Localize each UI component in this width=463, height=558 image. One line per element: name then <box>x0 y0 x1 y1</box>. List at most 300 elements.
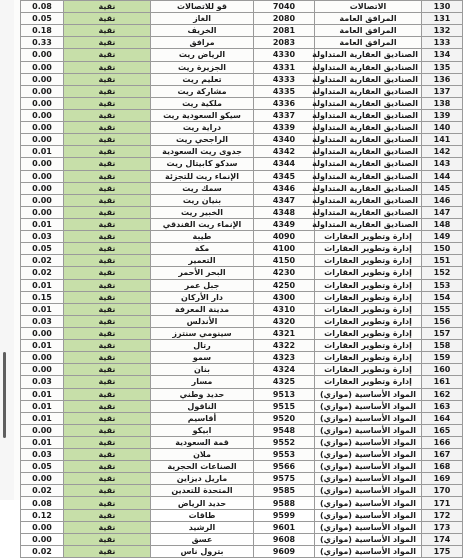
company-name-cell: سمو <box>151 352 254 364</box>
value-cell: 0.03 <box>21 449 64 461</box>
sector-cell: المواد الأساسية (موازي) <box>315 545 422 557</box>
classification-cell: نقية <box>64 37 151 49</box>
company-name-cell: بترول ناس <box>151 545 254 557</box>
ticker-code-cell: 7040 <box>254 1 315 13</box>
company-name-cell: المتحدة للتعدين <box>151 485 254 497</box>
classification-cell: نقية <box>64 533 151 545</box>
ticker-code-cell: 4335 <box>254 85 315 97</box>
sector-cell: إدارة وتطوير العقارات <box>315 267 422 279</box>
value-cell: 0.01 <box>21 303 64 315</box>
classification-cell: نقية <box>64 400 151 412</box>
company-name-cell: دار الأركان <box>151 291 254 303</box>
company-name-cell: الراجحي ريت <box>151 134 254 146</box>
value-cell: 0.00 <box>21 49 64 61</box>
sector-cell: إدارة وتطوير العقارات <box>315 303 422 315</box>
table-row <box>21 376 463 388</box>
company-name-cell: حديد وطني <box>151 388 254 400</box>
classification-cell: نقية <box>64 1 151 13</box>
row-number-cell: 135 <box>422 61 463 73</box>
row-number-cell: 132 <box>422 25 463 37</box>
classification-cell: نقية <box>64 545 151 557</box>
company-name-cell: الأندلس <box>151 315 254 327</box>
company-name-cell: جبل عمر <box>151 279 254 291</box>
row-number-cell: 173 <box>422 521 463 533</box>
classification-cell: نقية <box>64 182 151 194</box>
classification-cell: نقية <box>64 509 151 521</box>
classification-cell: نقية <box>64 436 151 448</box>
company-name-cell: ماريل ديزاين <box>151 473 254 485</box>
table-row <box>21 509 463 521</box>
value-cell: 0.01 <box>21 400 64 412</box>
row-number-cell: 131 <box>422 13 463 25</box>
value-cell: 0.00 <box>21 364 64 376</box>
company-name-cell: سينومي سنترز <box>151 327 254 339</box>
company-name-cell: طاقات <box>151 509 254 521</box>
classification-cell: نقية <box>64 243 151 255</box>
table-row <box>21 49 463 61</box>
value-cell: 0.01 <box>21 340 64 352</box>
sector-cell: إدارة وتطوير العقارات <box>315 327 422 339</box>
classification-cell: نقية <box>64 449 151 461</box>
table-body <box>21 1 463 558</box>
ticker-code-cell: 9566 <box>254 461 315 473</box>
ticker-code-cell: 4324 <box>254 364 315 376</box>
company-name-cell: قمة السعودية <box>151 436 254 448</box>
company-name-cell: الجزيرة ريت <box>151 61 254 73</box>
row-number-cell: 153 <box>422 279 463 291</box>
value-cell: 0.00 <box>21 533 64 545</box>
table-row <box>21 521 463 533</box>
classification-cell: نقية <box>64 218 151 230</box>
ticker-code-cell: 4340 <box>254 134 315 146</box>
company-name-cell: قو للاتصالات <box>151 1 254 13</box>
sector-cell: المواد الأساسية (موازي) <box>315 436 422 448</box>
classification-cell: نقية <box>64 315 151 327</box>
table-row <box>21 424 463 436</box>
table-row <box>21 13 463 25</box>
ticker-code-cell: 4090 <box>254 231 315 243</box>
table-row <box>21 279 463 291</box>
classification-cell: نقية <box>64 352 151 364</box>
classification-cell: نقية <box>64 73 151 85</box>
sector-cell: المواد الأساسية (موازي) <box>315 424 422 436</box>
company-name-cell: الناقول <box>151 400 254 412</box>
company-name-cell: أقاسيم <box>151 412 254 424</box>
table-row <box>21 340 463 352</box>
table-row <box>21 436 463 448</box>
table-row <box>21 327 463 339</box>
table-row <box>21 243 463 255</box>
company-name-cell: ابيكو <box>151 424 254 436</box>
sector-cell: الصناديق العقارية المتداولة <box>315 73 422 85</box>
classification-cell: نقية <box>64 158 151 170</box>
table-row <box>21 267 463 279</box>
sector-cell: إدارة وتطوير العقارات <box>315 376 422 388</box>
classification-cell: نقية <box>64 485 151 497</box>
table-row <box>21 449 463 461</box>
sector-cell: المواد الأساسية (موازي) <box>315 388 422 400</box>
value-cell: 0.02 <box>21 545 64 557</box>
ticker-code-cell: 2081 <box>254 25 315 37</box>
row-number-cell: 141 <box>422 134 463 146</box>
row-number-cell: 142 <box>422 146 463 158</box>
company-name-cell: الغاز <box>151 13 254 25</box>
classification-cell: نقية <box>64 134 151 146</box>
ticker-code-cell: 4337 <box>254 109 315 121</box>
row-number-cell: 175 <box>422 545 463 557</box>
table-row <box>21 231 463 243</box>
table-row <box>21 206 463 218</box>
sector-cell: إدارة وتطوير العقارات <box>315 279 422 291</box>
ticker-code-cell: 9575 <box>254 473 315 485</box>
value-cell: 0.01 <box>21 218 64 230</box>
ticker-code-cell: 4323 <box>254 352 315 364</box>
row-number-cell: 137 <box>422 85 463 97</box>
row-number-cell: 133 <box>422 37 463 49</box>
ticker-code-cell: 4330 <box>254 49 315 61</box>
table-row <box>21 146 463 158</box>
row-number-cell: 139 <box>422 109 463 121</box>
sector-cell: المرافق العامة <box>315 13 422 25</box>
ticker-code-cell: 4250 <box>254 279 315 291</box>
table-row <box>21 412 463 424</box>
ticker-code-cell: 4339 <box>254 122 315 134</box>
row-number-cell: 164 <box>422 412 463 424</box>
row-number-cell: 143 <box>422 158 463 170</box>
ticker-code-cell: 4100 <box>254 243 315 255</box>
value-cell: 0.02 <box>21 255 64 267</box>
classification-cell: نقية <box>64 146 151 158</box>
sector-cell: إدارة وتطوير العقارات <box>315 315 422 327</box>
value-cell: 0.00 <box>21 122 64 134</box>
ticker-code-cell: 9515 <box>254 400 315 412</box>
value-cell: 0.01 <box>21 436 64 448</box>
sector-cell: إدارة وتطوير العقارات <box>315 291 422 303</box>
classification-cell: نقية <box>64 340 151 352</box>
sector-cell: المواد الأساسية (موازي) <box>315 533 422 545</box>
classification-cell: نقية <box>64 109 151 121</box>
row-number-cell: 163 <box>422 400 463 412</box>
row-number-cell: 172 <box>422 509 463 521</box>
sector-cell: الاتصالات <box>315 1 422 13</box>
value-cell: 0.00 <box>21 521 64 533</box>
value-cell: 0.00 <box>21 73 64 85</box>
sector-cell: الصناديق العقارية المتداولة <box>315 158 422 170</box>
row-number-cell: 154 <box>422 291 463 303</box>
ticker-code-cell: 4333 <box>254 73 315 85</box>
ticker-code-cell: 2083 <box>254 37 315 49</box>
table-row <box>21 25 463 37</box>
row-number-cell: 150 <box>422 243 463 255</box>
sector-cell: الصناديق العقارية المتداولة <box>315 49 422 61</box>
classification-cell: نقية <box>64 25 151 37</box>
row-number-cell: 148 <box>422 218 463 230</box>
ticker-code-cell: 9553 <box>254 449 315 461</box>
value-cell: 0.03 <box>21 376 64 388</box>
sector-cell: المواد الأساسية (موازي) <box>315 449 422 461</box>
row-number-cell: 174 <box>422 533 463 545</box>
row-number-cell: 167 <box>422 449 463 461</box>
table-row <box>21 122 463 134</box>
scrollbar-thumb[interactable] <box>3 352 6 438</box>
ticker-code-cell: 9548 <box>254 424 315 436</box>
value-cell: 0.00 <box>21 61 64 73</box>
value-cell: 0.12 <box>21 509 64 521</box>
table-row <box>21 545 463 557</box>
table-row <box>21 315 463 327</box>
company-name-cell: التعمير <box>151 255 254 267</box>
value-cell: 0.00 <box>21 424 64 436</box>
sector-cell: الصناديق العقارية المتداولة <box>315 122 422 134</box>
value-cell: 0.01 <box>21 146 64 158</box>
value-cell: 0.00 <box>21 473 64 485</box>
ticker-code-cell: 4310 <box>254 303 315 315</box>
company-name-cell: رتال <box>151 340 254 352</box>
sector-cell: إدارة وتطوير العقارات <box>315 243 422 255</box>
classification-cell: نقية <box>64 267 151 279</box>
classification-cell: نقية <box>64 170 151 182</box>
sector-cell: إدارة وتطوير العقارات <box>315 340 422 352</box>
ticker-code-cell: 4344 <box>254 158 315 170</box>
classification-cell: نقية <box>64 206 151 218</box>
value-cell: 0.00 <box>21 352 64 364</box>
ticker-code-cell: 4345 <box>254 170 315 182</box>
sector-cell: المواد الأساسية (موازي) <box>315 400 422 412</box>
row-number-cell: 156 <box>422 315 463 327</box>
table-row <box>21 497 463 509</box>
value-cell: 0.00 <box>21 109 64 121</box>
row-number-cell: 146 <box>422 194 463 206</box>
company-name-cell: مرافق <box>151 37 254 49</box>
sector-cell: الصناديق العقارية المتداولة <box>315 109 422 121</box>
value-cell: 0.15 <box>21 291 64 303</box>
classification-cell: نقية <box>64 231 151 243</box>
table-row <box>21 388 463 400</box>
classification-cell: نقية <box>64 327 151 339</box>
ticker-code-cell: 9585 <box>254 485 315 497</box>
ticker-code-cell: 4336 <box>254 97 315 109</box>
ticker-code-cell: 4342 <box>254 146 315 158</box>
company-name-cell: ملان <box>151 449 254 461</box>
sector-cell: المواد الأساسية (موازي) <box>315 461 422 473</box>
table-row <box>21 303 463 315</box>
row-number-cell: 152 <box>422 267 463 279</box>
sector-cell: المواد الأساسية (موازي) <box>315 509 422 521</box>
sector-cell: الصناديق العقارية المتداولة <box>315 97 422 109</box>
company-name-cell: مكة <box>151 243 254 255</box>
value-cell: 0.05 <box>21 243 64 255</box>
row-number-cell: 136 <box>422 73 463 85</box>
value-cell: 0.01 <box>21 412 64 424</box>
company-name-cell: البحر الأحمر <box>151 267 254 279</box>
company-name-cell: سمك ريت <box>151 182 254 194</box>
sector-cell: المواد الأساسية (موازي) <box>315 497 422 509</box>
ticker-code-cell: 4300 <box>254 291 315 303</box>
sector-cell: إدارة وتطوير العقارات <box>315 352 422 364</box>
sector-cell: الصناديق العقارية المتداولة <box>315 194 422 206</box>
sector-cell: إدارة وتطوير العقارات <box>315 364 422 376</box>
row-number-cell: 170 <box>422 485 463 497</box>
ticker-code-cell: 9599 <box>254 509 315 521</box>
classification-cell: نقية <box>64 61 151 73</box>
sector-cell: الصناديق العقارية المتداولة <box>315 134 422 146</box>
table-row <box>21 170 463 182</box>
value-cell: 0.00 <box>21 85 64 97</box>
classification-cell: نقية <box>64 85 151 97</box>
company-name-cell: سدكو كابيتال ريت <box>151 158 254 170</box>
sector-cell: إدارة وتطوير العقارات <box>315 255 422 267</box>
ticker-code-cell: 9609 <box>254 545 315 557</box>
company-name-cell: الإنماء ريت للتجزئة <box>151 170 254 182</box>
row-number-cell: 155 <box>422 303 463 315</box>
sector-cell: المواد الأساسية (موازي) <box>315 412 422 424</box>
classification-cell: نقية <box>64 194 151 206</box>
value-cell: 0.02 <box>21 267 64 279</box>
company-name-cell: ملكية ريت <box>151 97 254 109</box>
ticker-code-cell: 4150 <box>254 255 315 267</box>
value-cell: 0.00 <box>21 170 64 182</box>
company-name-cell: تعليم ريت <box>151 73 254 85</box>
value-cell: 0.00 <box>21 134 64 146</box>
classification-cell: نقية <box>64 97 151 109</box>
classification-cell: نقية <box>64 521 151 533</box>
ticker-code-cell: 4346 <box>254 182 315 194</box>
table-row <box>21 194 463 206</box>
company-name-cell: سيكو السعودية ريت <box>151 109 254 121</box>
company-name-cell: دراية ريت <box>151 122 254 134</box>
company-name-cell: الرشيد <box>151 521 254 533</box>
row-number-cell: 165 <box>422 424 463 436</box>
table-row <box>21 61 463 73</box>
value-cell: 0.00 <box>21 194 64 206</box>
row-number-cell: 166 <box>422 436 463 448</box>
stocks-table <box>20 0 463 558</box>
company-name-cell: جدوى ريت السعودية <box>151 146 254 158</box>
value-cell: 0.01 <box>21 388 64 400</box>
company-name-cell: مسار <box>151 376 254 388</box>
classification-cell: نقية <box>64 279 151 291</box>
table-row <box>21 291 463 303</box>
sector-cell: المواد الأساسية (موازي) <box>315 473 422 485</box>
ticker-code-cell: 9552 <box>254 436 315 448</box>
value-cell: 0.03 <box>21 315 64 327</box>
value-cell: 0.00 <box>21 327 64 339</box>
company-name-cell: الخريف <box>151 25 254 37</box>
value-cell: 0.08 <box>21 497 64 509</box>
sector-cell: الصناديق العقارية المتداولة <box>315 170 422 182</box>
value-cell: 0.33 <box>21 37 64 49</box>
value-cell: 0.05 <box>21 461 64 473</box>
row-number-cell: 171 <box>422 497 463 509</box>
classification-cell: نقية <box>64 424 151 436</box>
sector-cell: إدارة وتطوير العقارات <box>315 231 422 243</box>
ticker-code-cell: 4348 <box>254 206 315 218</box>
company-name-cell: عسق <box>151 533 254 545</box>
company-name-cell: الخبير ريت <box>151 206 254 218</box>
table-row <box>21 461 463 473</box>
value-cell: 0.00 <box>21 206 64 218</box>
row-number-cell: 134 <box>422 49 463 61</box>
row-number-cell: 151 <box>422 255 463 267</box>
classification-cell: نقية <box>64 303 151 315</box>
row-number-cell: 149 <box>422 231 463 243</box>
classification-cell: نقية <box>64 412 151 424</box>
row-number-cell: 147 <box>422 206 463 218</box>
row-number-cell: 130 <box>422 1 463 13</box>
table-row <box>21 73 463 85</box>
ticker-code-cell: 4322 <box>254 340 315 352</box>
company-name-cell: الصناعات الحجرية <box>151 461 254 473</box>
value-cell: 0.00 <box>21 182 64 194</box>
sector-cell: الصناديق العقارية المتداولة <box>315 206 422 218</box>
row-number-cell: 140 <box>422 122 463 134</box>
ticker-code-cell: 4349 <box>254 218 315 230</box>
value-cell: 0.01 <box>21 279 64 291</box>
table-row <box>21 1 463 13</box>
table-row <box>21 109 463 121</box>
table-row <box>21 352 463 364</box>
sector-cell: المرافق العامة <box>315 25 422 37</box>
row-number-cell: 160 <box>422 364 463 376</box>
ticker-code-cell: 9588 <box>254 497 315 509</box>
ticker-code-cell: 4347 <box>254 194 315 206</box>
table-row <box>21 255 463 267</box>
company-name-cell: مدينة المعرفة <box>151 303 254 315</box>
row-number-cell: 145 <box>422 182 463 194</box>
value-cell: 0.05 <box>21 13 64 25</box>
row-number-cell: 138 <box>422 97 463 109</box>
table-row <box>21 97 463 109</box>
company-name-cell: بنيان ريت <box>151 194 254 206</box>
value-cell: 0.18 <box>21 25 64 37</box>
row-number-cell: 158 <box>422 340 463 352</box>
classification-cell: نقية <box>64 497 151 509</box>
row-number-cell: 168 <box>422 461 463 473</box>
table-row <box>21 158 463 170</box>
sector-cell: الصناديق العقارية المتداولة <box>315 218 422 230</box>
ticker-code-cell: 4325 <box>254 376 315 388</box>
ticker-code-cell: 4321 <box>254 327 315 339</box>
company-name-cell: الرياض ريت <box>151 49 254 61</box>
value-cell: 0.00 <box>21 97 64 109</box>
sector-cell: الصناديق العقارية المتداولة <box>315 182 422 194</box>
classification-cell: نقية <box>64 13 151 25</box>
ticker-code-cell: 9513 <box>254 388 315 400</box>
company-name-cell: الإنماء ريت الفندقي <box>151 218 254 230</box>
table-row <box>21 485 463 497</box>
classification-cell: نقية <box>64 255 151 267</box>
classification-cell: نقية <box>64 364 151 376</box>
sector-cell: المرافق العامة <box>315 37 422 49</box>
row-number-cell: 161 <box>422 376 463 388</box>
company-name-cell: حديد الرياض <box>151 497 254 509</box>
value-cell: 0.08 <box>21 1 64 13</box>
classification-cell: نقية <box>64 461 151 473</box>
sector-cell: المواد الأساسية (موازي) <box>315 521 422 533</box>
classification-cell: نقية <box>64 122 151 134</box>
classification-cell: نقية <box>64 376 151 388</box>
table-row <box>21 400 463 412</box>
classification-cell: نقية <box>64 388 151 400</box>
ticker-code-cell: 2080 <box>254 13 315 25</box>
table-row <box>21 533 463 545</box>
sector-cell: الصناديق العقارية المتداولة <box>315 146 422 158</box>
row-number-cell: 169 <box>422 473 463 485</box>
table-row <box>21 37 463 49</box>
classification-cell: نقية <box>64 473 151 485</box>
ticker-code-cell: 4320 <box>254 315 315 327</box>
table-row <box>21 218 463 230</box>
